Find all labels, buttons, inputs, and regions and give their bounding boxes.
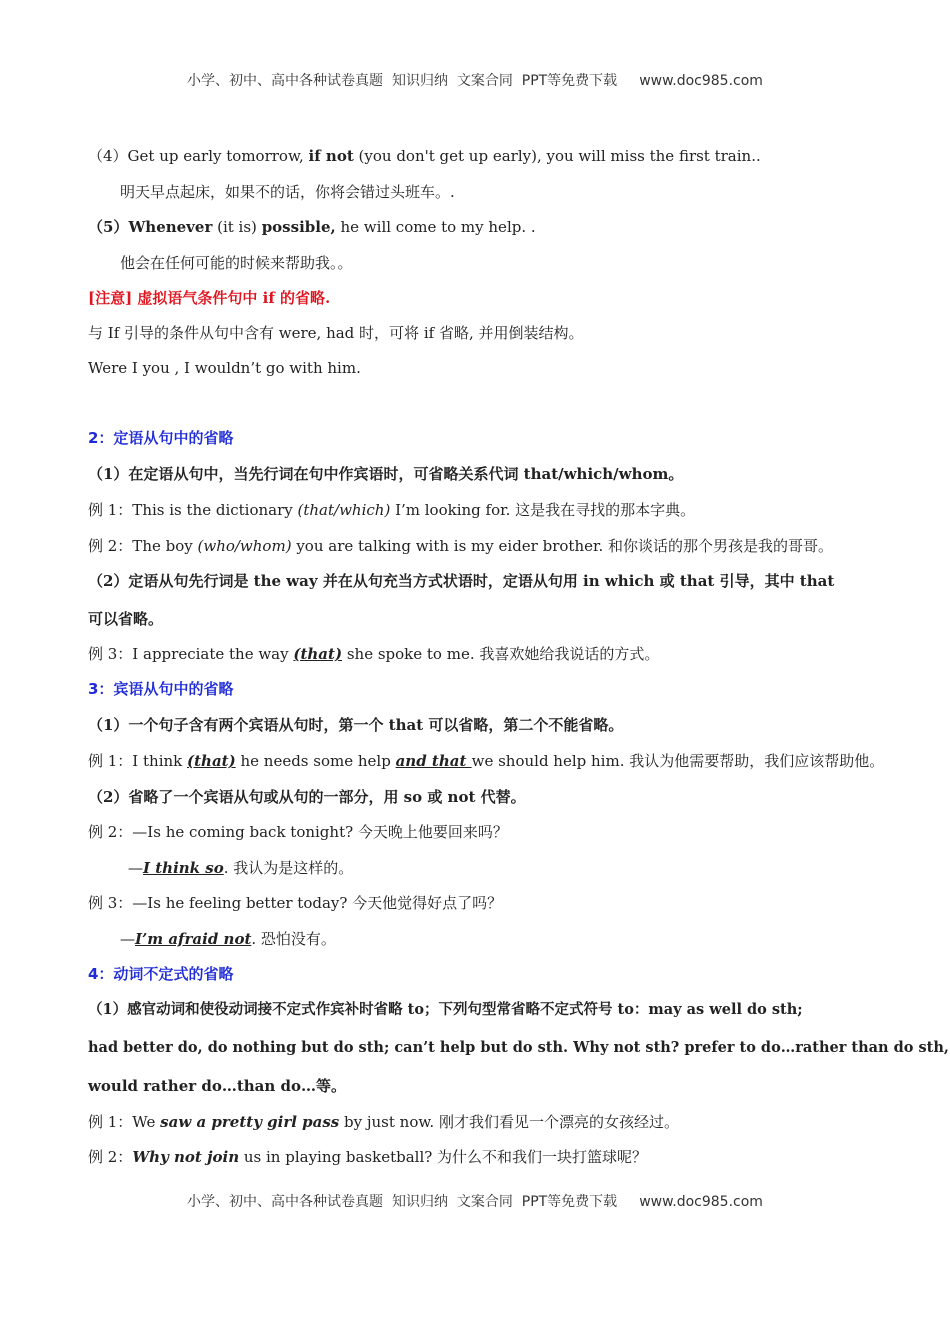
text-emph: and that — [395, 752, 472, 770]
sec3-example-1 — [88, 751, 885, 771]
text-bold: Whenever — [128, 218, 213, 236]
text: I’m looking for. 这是我在寻找的那本字典。 — [390, 501, 696, 519]
text: by just now. 刚才我们看见一个漂亮的女孩经过。 — [339, 1113, 679, 1131]
line-1 — [88, 146, 878, 166]
header-site: www.doc985.com — [639, 73, 763, 89]
text: he needs some help — [235, 752, 396, 770]
sec4-rule-1b: had better do, do nothing but do sth; can’t help but do sth. Why not sth? prefer to do…rather than do sth, — [88, 1039, 949, 1056]
text: . 恐怕没有。 — [251, 930, 336, 948]
text: 例 2： — [88, 1148, 133, 1166]
text: 例 3：I appreciate the way — [88, 645, 294, 663]
sec3-example-3-reply — [120, 929, 910, 949]
text: — — [120, 930, 135, 948]
line-5: 与 If 引导的条件从句中含有 were, had 时，可将 if 省略, 并用倒装结构。 — [88, 324, 584, 342]
text-italic: (who/whom) — [197, 537, 292, 555]
sec3-example-3: 例 3：—Is he feeling better today? 今天他觉得好点了吗？ — [88, 894, 503, 912]
text: 例 1：I think — [88, 752, 188, 770]
sec3-example-2: 例 2：—Is he coming back tonight? 今天晚上他要回来吗？ — [88, 823, 508, 841]
line-4: 他会在任何可能的时候来帮助我。。 — [120, 254, 353, 272]
text: (it is) — [212, 218, 262, 236]
text-emph: I’m afraid not — [135, 930, 252, 948]
sec4-rule-1c: would rather do…than do…等。 — [88, 1077, 347, 1095]
text-bold: if not — [308, 147, 354, 165]
page-footer — [0, 1191, 950, 1211]
sec4-example-2 — [88, 1147, 878, 1167]
text: 例 2：The boy — [88, 537, 198, 555]
text-emph: I think so — [143, 859, 224, 877]
text: she spoke to me. 我喜欢她给我说话的方式。 — [342, 645, 660, 663]
text: 例 1：This is the dictionary — [88, 501, 298, 519]
section-4-title: 4：动词不定式的省略 — [88, 965, 234, 983]
sec4-rule-1a: （1）感官动词和使役动词接不定式作宾补时省略 to；下列句型常省略不定式符号 to：may as well do sth; — [88, 1001, 803, 1018]
line-3 — [88, 217, 878, 237]
section-2-title: 2：定语从句中的省略 — [88, 429, 234, 447]
sec2-example-3 — [88, 644, 878, 664]
sec4-example-1 — [88, 1112, 878, 1132]
text-emph: Why not join — [132, 1148, 240, 1166]
section-3-title: 3：宾语从句中的省略 — [88, 680, 234, 698]
sec2-example-2 — [88, 536, 878, 556]
text: he will come to my help. . — [335, 218, 536, 236]
header-text: 小学、初中、高中各种试卷真题 知识归纳 文案合同 PPT等免费下载 — [187, 73, 618, 89]
sec3-example-2-reply — [128, 858, 918, 878]
note-heading: [注意] 虚拟语气条件句中 if 的省略. — [88, 289, 331, 307]
text: （4）Get up early tomorrow, — [88, 147, 309, 165]
sec2-rule-2b: 可以省略。 — [88, 610, 164, 628]
text-bold: possible, — [261, 218, 336, 236]
sec2-rule-2a: （2）定语从句先行词是 the way 并在从句充当方式状语时，定语从句用 in which 或 that 引导，其中 that — [88, 572, 835, 590]
footer-site: www.doc985.com — [639, 1194, 763, 1210]
text-emph: (that) — [293, 645, 343, 663]
text-emph: saw a pretty girl pass — [160, 1113, 340, 1131]
sec2-rule-1: （1）在定语从句中，当先行词在句中作宾语时，可省略关系代词 that/which/whom。 — [88, 465, 684, 483]
text: 例 1：We — [88, 1113, 161, 1131]
text: us in playing basketball? 为什么不和我们一块打篮球呢？ — [239, 1148, 648, 1166]
line-2: 明天早点起床，如果不的话，你将会错过头班车。. — [120, 183, 455, 201]
text-emph: (that) — [187, 752, 236, 770]
text: we should help him. 我认为他需要帮助，我们应该帮助他。 — [471, 752, 885, 770]
text: . 我认为是这样的。 — [223, 859, 354, 877]
sec3-rule-1: （1）一个句子含有两个宾语从句时，第一个 that 可以省略，第二个不能省略。 — [88, 716, 624, 734]
sec3-rule-2: （2）省略了一个宾语从句或从句的一部分，用 so 或 not 代替。 — [88, 788, 526, 806]
text: (you don't get up early), you will miss the first train.. — [353, 147, 761, 165]
line-6: Were I you , I wouldn’t go with him. — [88, 359, 361, 377]
text: （5） — [88, 218, 129, 236]
page-header — [0, 70, 950, 90]
text-italic: (that/which) — [297, 501, 391, 519]
footer-text: 小学、初中、高中各种试卷真题 知识归纳 文案合同 PPT等免费下载 — [187, 1194, 618, 1210]
text: you are talking with is my eider brother. 和你谈话的那个男孩是我的哥哥。 — [291, 537, 834, 555]
sec2-example-1 — [88, 500, 878, 520]
text: — — [128, 859, 143, 877]
